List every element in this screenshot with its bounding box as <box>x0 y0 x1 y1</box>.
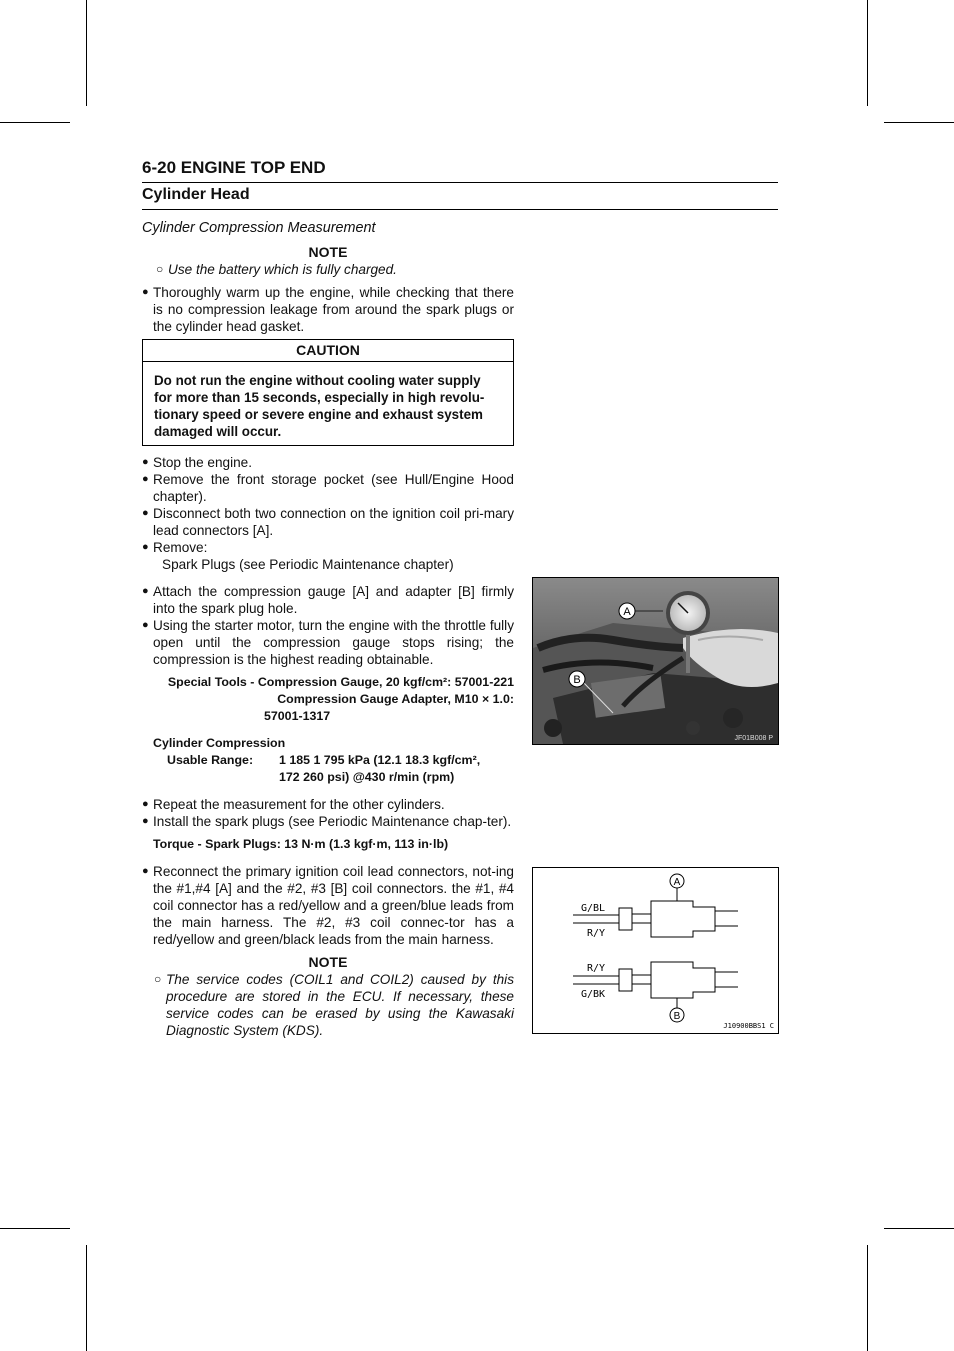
spec-value-line: 172 260 psi) @430 r/min (rpm) <box>279 770 455 784</box>
compression-gauge-photo <box>532 577 779 745</box>
step-text: Remove the front storage pocket (see Hull/Engine Hood chapter). <box>153 472 514 504</box>
connector-drawing <box>533 868 778 1033</box>
step-text: Stop the engine. <box>153 455 253 470</box>
list-item <box>142 284 514 335</box>
step-text: Using the starter motor, turn the engine with the throttle fully open until the compression gauge stops rising; the compression is the highest reading obtainable. <box>153 618 514 667</box>
header-rule <box>142 209 778 210</box>
note-text: The service codes (COIL1 and COIL2) caused by this procedure are stored in the ECU. If necessary, these service codes can be erased by using the Kawasaki Diagnostic System (KDS). <box>166 972 514 1038</box>
crop-mark <box>0 1228 70 1229</box>
coil-connector-diagram <box>532 867 779 1034</box>
note-item <box>142 261 514 278</box>
wire-label: G/BL <box>581 903 606 914</box>
note-text: Use the battery which is fully charged. <box>168 262 397 277</box>
spec-title: Cylinder Compression <box>153 736 286 750</box>
crop-mark <box>884 122 954 123</box>
wire-label: R/Y <box>587 928 606 939</box>
caution-title: CAUTION <box>143 340 513 362</box>
page-header <box>142 157 778 210</box>
bullet-icon: ● <box>142 473 149 485</box>
list-item <box>142 539 514 556</box>
callout-b: B <box>673 1011 681 1022</box>
figure-code: JF01B008 P <box>734 735 773 742</box>
note-marker-icon: ○ <box>156 262 164 276</box>
callout-b: B <box>573 674 581 686</box>
subsection-title: Cylinder Head <box>142 186 250 203</box>
bullet-icon: ● <box>142 798 149 810</box>
crop-mark <box>884 1228 954 1229</box>
step-text: Remove: <box>153 540 208 555</box>
bullet-icon: ● <box>142 507 149 519</box>
note-item <box>142 971 514 1039</box>
list-item <box>142 617 514 668</box>
crop-mark <box>86 0 87 106</box>
step-text: Reconnect the primary ignition coil lead connectors, not-ing the #1,#4 [A] and the #2, #3 [B] coil connectors. the #1, #4 coil connector has a red/yellow and a green/blue leads from the main harness. The #2, #3 coil connec-tor has a red/yellow and green/black leads from the main harness. <box>153 864 514 947</box>
remove-item: Spark Plugs (see Periodic Maintenance chapter) <box>162 557 454 572</box>
note-marker-icon: ○ <box>154 972 162 986</box>
special-tools <box>142 674 514 725</box>
spec-value-line: 1 185 1 795 kPa (12.1 18.3 kgf/cm², <box>279 753 481 767</box>
bullet-icon: ● <box>142 865 149 877</box>
step-text: Attach the compression gauge [A] and adapter [B] firmly into the spark plug hole. <box>153 584 514 616</box>
step-text: Disconnect both two connection on the ignition coil pri-mary lead connectors [A]. <box>153 506 514 538</box>
wire-label: G/BK <box>581 989 606 1000</box>
step-text: Install the spark plugs (see Periodic Maintenance chap-ter). <box>153 814 512 829</box>
crop-mark <box>867 1245 868 1351</box>
spec-value <box>279 752 480 786</box>
crop-mark <box>86 1245 87 1351</box>
crop-mark <box>867 0 868 106</box>
callout-a: A <box>673 877 681 888</box>
bullet-icon: ● <box>142 585 149 597</box>
list-item <box>142 505 514 539</box>
callout-a: A <box>623 606 631 618</box>
note-title: NOTE <box>308 954 348 970</box>
special-tools-line: Special Tools - Compression Gauge, 20 kgf/cm²: 57001-221 <box>167 675 514 689</box>
procedure-title: Cylinder Compression Measurement <box>142 220 376 236</box>
header-rule <box>142 182 778 183</box>
caution-box <box>142 339 514 446</box>
list-item <box>142 454 514 471</box>
bullet-icon: ● <box>142 815 149 827</box>
torque-spec: Torque - Spark Plugs: 13 N·m (1.3 kgf·m, 113 in·lb) <box>153 837 449 851</box>
figure-code: J10900BBS1 C <box>723 1022 774 1030</box>
spec-label: Usable Range: <box>167 753 254 767</box>
section-title: 6-20 ENGINE TOP END <box>142 158 326 177</box>
bullet-icon: ● <box>142 286 149 298</box>
crop-mark <box>0 122 70 123</box>
step-text: Thoroughly warm up the engine, while checking that there is no compression leakage from around the spark plugs or the cylinder head gasket. <box>153 285 514 334</box>
step-text: Repeat the measurement for the other cylinders. <box>153 797 445 812</box>
bullet-icon: ● <box>142 619 149 631</box>
list-item <box>142 796 514 813</box>
list-item <box>142 813 514 830</box>
main-text-column <box>142 218 514 1039</box>
special-tools-line: 57001-1317 <box>264 709 331 723</box>
caution-text: Do not run the engine without cooling water supply for more than 15 seconds, especially in high revolu-tionary speed or severe engine and exhaust system damaged will occur. <box>154 373 485 439</box>
wire-label: R/Y <box>587 963 606 974</box>
cylinder-compression-spec <box>142 735 514 786</box>
photo-illustration <box>533 578 778 744</box>
list-item <box>142 471 514 505</box>
note-title: NOTE <box>308 244 348 260</box>
special-tools-line: Compression Gauge Adapter, M10 × 1.0: <box>277 692 514 706</box>
list-item <box>142 583 514 617</box>
bullet-icon: ● <box>142 456 149 468</box>
bullet-icon: ● <box>142 541 149 553</box>
list-item <box>142 863 514 948</box>
